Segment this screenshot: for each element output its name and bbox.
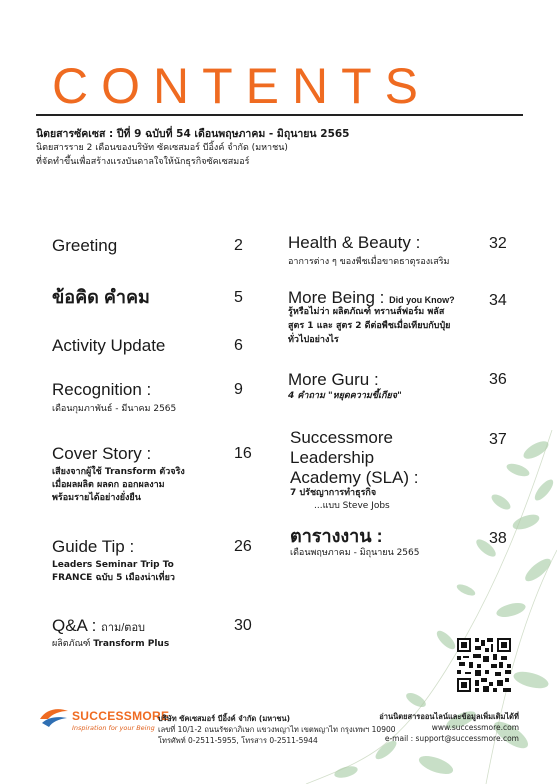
- toc-page-number: 26: [234, 538, 252, 555]
- toc-item-sla[interactable]: [290, 428, 419, 488]
- toc-item-recognition[interactable]: Recognition :: [52, 380, 152, 399]
- toc-subtitle: พร้อมรายได้อย่างยั่งยืน: [52, 493, 141, 503]
- toc-subtitle: FRANCE ฉบับ 5 เมืองน่าเที่ยว: [52, 573, 175, 583]
- toc-item-label: Academy (SLA) :: [290, 468, 419, 487]
- footer-website-link[interactable]: www.successmore.com: [431, 723, 519, 732]
- toc-item-more-guru[interactable]: More Guru :: [288, 370, 379, 389]
- toc-subtitle: อาการต่าง ๆ ของพืชเมื่อขาดธาตุรองเสริม: [288, 257, 450, 267]
- toc-subtitle: 7 ปรัชญาการทำธุรกิจ: [290, 488, 377, 498]
- toc-subtitle: รู้หรือไม่ว่า ผลิตภัณฑ์ ทรานส์ฟอร์ม พลัส: [288, 307, 445, 317]
- toc-subtitle: ...แบบ Steve Jobs: [314, 501, 390, 511]
- toc-page-number: 5: [234, 289, 243, 306]
- toc-subtitle: เดือนพฤษภาคม - มิถุนายน 2565: [290, 548, 420, 558]
- footer-email-link[interactable]: e-mail : support@successmore.com: [384, 734, 519, 743]
- toc-item-label: More Being :: [288, 288, 385, 307]
- qr-code-icon[interactable]: [457, 638, 511, 692]
- toc-item-health-beauty[interactable]: Health & Beauty :: [288, 233, 421, 252]
- toc-item-activity-update[interactable]: Activity Update: [52, 336, 166, 355]
- toc-item-label: Leadership: [290, 448, 375, 467]
- toc-subtitle: Leaders Seminar Trip To: [52, 560, 174, 570]
- magazine-issue-line: นิตยสารซัคเซส : ปีที่ 9 ฉบับที่ 54 เดือนพฤษภาคม - มิถุนายน 2565: [36, 128, 350, 140]
- toc-subtitle: 4 คำถาม "หยุดความขี้เกียจ": [288, 391, 402, 401]
- footer-address: เลขที่ 10/1-2 ถนนรัชดาภิเษก แขวงพญาไท เขตพญาไท กรุงเทพฯ 10900: [158, 725, 396, 734]
- toc-item-label-suffix: ถาม/ตอบ: [101, 622, 146, 634]
- toc-subtitle: [52, 638, 169, 651]
- footer-company-name: บริษัท ซัคเซสมอร์ บีอิ้งค์ จำกัด (มหาชน): [158, 714, 291, 723]
- toc-subtitle: ทั่วไปอย่างไร: [288, 335, 339, 345]
- toc-subtitle: เสียงจากผู้ใช้ Transform ตัวจริง: [52, 467, 185, 477]
- toc-page-number: 9: [234, 381, 243, 398]
- page-title: CONTENTS: [52, 58, 431, 114]
- toc-item-quotes[interactable]: ข้อคิด คำคม: [52, 287, 150, 307]
- toc-subtitle: สูตร 1 และ สูตร 2 ดีต่อพืชเมื่อเทียบกับปุ๋ย: [288, 321, 451, 331]
- toc-item-qa[interactable]: [52, 616, 145, 638]
- toc-page-number: 2: [234, 237, 243, 254]
- magazine-description-line: ที่จัดทำขึ้นเพื่อสร้างแรงบันดาลใจให้นักธุรกิจซัคเซสมอร์: [36, 157, 250, 167]
- magazine-description-line: นิตยสารราย 2 เดือนของบริษัท ซัคเซสมอร์ บีอิ้งค์ จำกัด (มหาชน): [36, 143, 288, 153]
- toc-subtitle-text: ผลิตภัณฑ์: [52, 639, 91, 649]
- title-divider: [36, 114, 523, 116]
- toc-item-label: Q&A :: [52, 616, 97, 635]
- toc-item-greeting[interactable]: Greeting: [52, 236, 118, 255]
- magazine-description: [36, 141, 288, 169]
- toc-page-number: 36: [489, 371, 507, 388]
- toc-page-number: 34: [489, 292, 507, 309]
- successmore-logo-icon: [38, 707, 70, 729]
- toc-item-label: Successmore: [290, 428, 393, 447]
- toc-page-number: 38: [489, 530, 507, 547]
- toc-page-number: 32: [489, 235, 507, 252]
- toc-item-label-suffix: Did you Know?: [389, 295, 455, 305]
- toc-subtitle: เดือนกุมภาพันธ์ - มีนาคม 2565: [52, 404, 177, 414]
- footer-online-line: อ่านนิตยสารออนไลน์และข้อมูลเพิ่มเติมได้ที่: [379, 712, 519, 721]
- logo-tagline: Inspiration for your Being: [72, 724, 155, 732]
- toc-item-schedule[interactable]: ตารางงาน :: [290, 526, 383, 546]
- toc-item-cover-story[interactable]: Cover Story :: [52, 444, 152, 463]
- logo-wordmark: SUCCESSMORE: [72, 709, 170, 723]
- toc-page-number: 16: [234, 445, 252, 462]
- toc-item-guide-tip[interactable]: Guide Tip :: [52, 537, 135, 556]
- toc-page-number: 6: [234, 337, 243, 354]
- toc-page-number: 37: [489, 431, 507, 448]
- footer-phone: โทรศัพท์ 0-2511-5955, โทรสาร 0-2511-5944: [158, 736, 318, 745]
- toc-page-number: 30: [234, 617, 252, 634]
- toc-subtitle-product: Transform Plus: [93, 639, 170, 649]
- toc-subtitle: เมื่อผลผลิต ผลดก ออกผลงาม: [52, 480, 165, 490]
